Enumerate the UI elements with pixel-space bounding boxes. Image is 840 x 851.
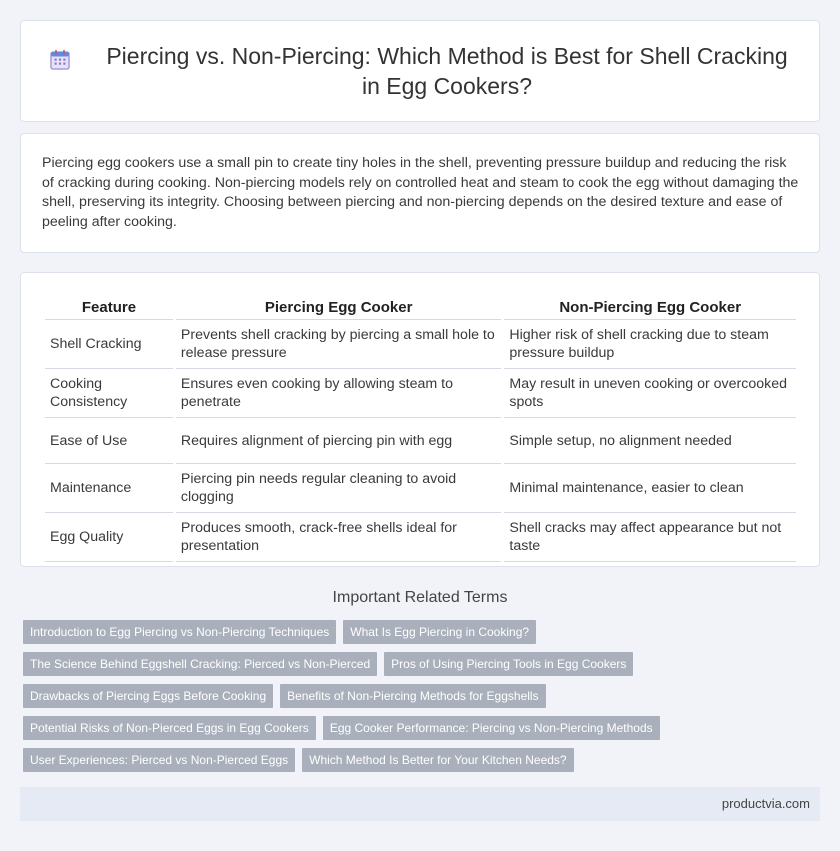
cell-non-piercing: May result in uneven cooking or overcooked spots bbox=[504, 369, 796, 418]
header-card bbox=[20, 20, 820, 122]
related-term-link[interactable]: Which Method Is Better for Your Kitchen Needs? bbox=[302, 748, 573, 772]
footer bbox=[20, 787, 820, 821]
cell-non-piercing: Shell cracks may affect appearance but not taste bbox=[504, 513, 796, 562]
table-row bbox=[45, 320, 796, 369]
related-term-link[interactable]: Pros of Using Piercing Tools in Egg Cookers bbox=[384, 652, 633, 676]
comparison-table bbox=[42, 296, 799, 562]
cell-non-piercing: Higher risk of shell cracking due to steam pressure buildup bbox=[504, 320, 796, 369]
related-term-link[interactable]: What Is Egg Piercing in Cooking? bbox=[343, 620, 536, 644]
cell-non-piercing: Simple setup, no alignment needed bbox=[504, 418, 796, 464]
table-row bbox=[45, 369, 796, 418]
header-non-piercing: Non-Piercing Egg Cooker bbox=[504, 296, 796, 320]
cell-piercing: Ensures even cooking by allowing steam to penetrate bbox=[176, 369, 501, 418]
related-term-link[interactable]: Egg Cooker Performance: Piercing vs Non-Piercing Methods bbox=[323, 716, 660, 740]
comparison-card bbox=[20, 272, 820, 567]
cell-piercing: Prevents shell cracking by piercing a small hole to release pressure bbox=[176, 320, 501, 369]
cell-piercing: Requires alignment of piercing pin with egg bbox=[176, 418, 501, 464]
related-term-link[interactable]: Drawbacks of Piercing Eggs Before Cooking bbox=[23, 684, 273, 708]
cell-piercing: Produces smooth, crack-free shells ideal for presentation bbox=[176, 513, 501, 562]
table-row bbox=[45, 513, 796, 562]
cell-feature: Maintenance bbox=[45, 464, 173, 513]
related-terms-title: Important Related Terms bbox=[332, 589, 508, 606]
footer-site-link[interactable]: productvia.com bbox=[721, 796, 810, 811]
table-row bbox=[45, 418, 796, 464]
cell-non-piercing: Minimal maintenance, easier to clean bbox=[504, 464, 796, 513]
related-term-link[interactable]: Potential Risks of Non-Pierced Eggs in Egg Cookers bbox=[23, 716, 316, 740]
page-title: Piercing vs. Non-Piercing: Which Method is Best for Shell Cracking in Egg Cookers? bbox=[106, 43, 788, 99]
header-feature: Feature bbox=[45, 296, 173, 320]
intro-card bbox=[20, 133, 820, 253]
cell-piercing: Piercing pin needs regular cleaning to avoid clogging bbox=[176, 464, 501, 513]
related-term-link[interactable]: The Science Behind Eggshell Cracking: Pierced vs Non-Pierced bbox=[23, 652, 377, 676]
related-term-link[interactable]: Introduction to Egg Piercing vs Non-Piercing Techniques bbox=[23, 620, 336, 644]
table-header-row bbox=[45, 296, 796, 320]
cell-feature: Egg Quality bbox=[45, 513, 173, 562]
related-terms-list bbox=[23, 620, 803, 780]
cell-feature: Shell Cracking bbox=[45, 320, 173, 369]
cell-feature: Ease of Use bbox=[45, 418, 173, 464]
table-row bbox=[45, 464, 796, 513]
intro-paragraph: Piercing egg cookers use a small pin to create tiny holes in the shell, preventing pressure buildup and reducing the risk of cracking during cooking. Non-piercing models rely on controlled heat and steam to cook the egg without damaging the shell, preserving its integrity. Choosing between piercing and non-piercing depends on the desired texture and ease of peeling after cooking. bbox=[42, 155, 799, 230]
related-term-link[interactable]: Benefits of Non-Piercing Methods for Eggshells bbox=[280, 684, 545, 708]
header-piercing: Piercing Egg Cooker bbox=[176, 296, 501, 320]
cell-feature: Cooking Consistency bbox=[45, 369, 173, 418]
related-term-link[interactable]: User Experiences: Pierced vs Non-Pierced Eggs bbox=[23, 748, 295, 772]
